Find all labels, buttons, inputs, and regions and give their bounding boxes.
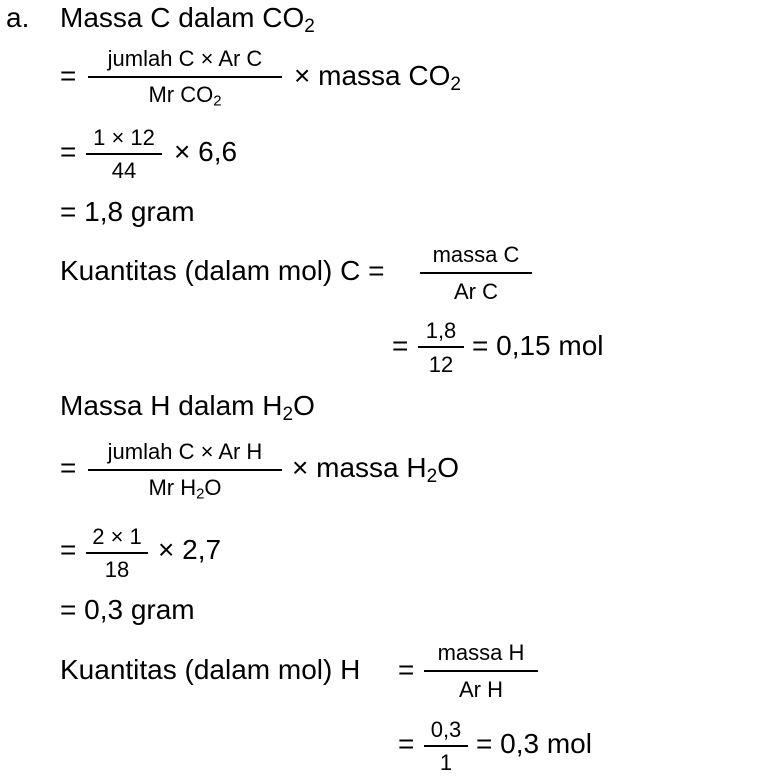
hydrogen-times-mass: × massa $H_2O$ <box>292 452 459 487</box>
fraction-denominator: 44 <box>111 158 137 183</box>
fraction-numerator: massa C <box>432 242 520 267</box>
hydrogen-mol-result: = 0,3 mol <box>476 728 592 759</box>
fraction-bar <box>418 346 464 348</box>
fraction-numerator: 1,8 <box>425 318 457 343</box>
hydrogen-mol-label: Kuantitas (dalam mol) H <box>60 654 361 685</box>
carbon-mol-fraction <box>420 244 532 306</box>
carbon-fraction-numeric <box>86 127 162 185</box>
fraction-bar <box>88 76 282 78</box>
hydrogen-fraction-numeric <box>86 526 148 584</box>
fraction-denominator: Mr $H_2O$ <box>148 475 222 503</box>
fraction-denominator: Mr $CO_2$ <box>148 82 222 110</box>
hydrogen-result: = 0,3 gram <box>60 594 195 625</box>
hydrogen-heading: Massa H dalam $H_2O$ <box>60 390 315 425</box>
carbon-eq-sign-2: = <box>60 136 77 167</box>
hydrogen-fraction-mass-ratio <box>88 441 282 505</box>
fraction-bar <box>424 670 538 672</box>
fraction-denominator: 12 <box>428 352 454 377</box>
carbon-eq-sign-3: = <box>392 330 409 361</box>
fraction-denominator: Ar C <box>454 279 498 304</box>
fraction-numerator: jumlah C × Ar H <box>107 439 263 464</box>
fraction-numerator: massa H <box>437 640 525 665</box>
carbon-times-value: × 6,6 <box>174 136 238 167</box>
carbon-result: = 1,8 gram <box>60 196 195 227</box>
fraction-bar <box>86 552 148 554</box>
carbon-eq-sign-1: = <box>60 60 77 91</box>
hydrogen-eq-sign-2: = <box>60 534 77 565</box>
fraction-denominator: Ar H <box>459 677 503 702</box>
fraction-denominator: 18 <box>104 557 130 582</box>
carbon-mol-result: = 0,15 mol <box>472 330 604 361</box>
hydrogen-eq-sign-3: = <box>398 728 415 759</box>
fraction-numerator: jumlah C × Ar C <box>107 46 263 71</box>
hydrogen-eq-sign-mol: = <box>398 654 415 685</box>
carbon-heading: Massa C dalam $CO_2$ <box>60 2 315 37</box>
fraction-bar <box>424 745 468 747</box>
carbon-mol-fraction-numeric <box>418 320 464 378</box>
part-label: a. <box>6 2 30 33</box>
hydrogen-times-value: × 2,7 <box>158 534 222 565</box>
hydrogen-mol-fraction-numeric <box>424 719 468 777</box>
carbon-times-mass: × massa $CO_2$ <box>294 60 461 95</box>
fraction-bar <box>420 272 532 274</box>
fraction-denominator: 1 <box>439 750 453 775</box>
hydrogen-mol-fraction <box>424 642 538 704</box>
carbon-fraction-mass-ratio <box>88 48 282 112</box>
hydrogen-eq-sign-1: = <box>60 452 77 483</box>
fraction-numerator: 0,3 <box>430 717 462 742</box>
fraction-numerator: 1 × 12 <box>93 125 155 150</box>
carbon-mol-label: Kuantitas (dalam mol) C = <box>60 255 385 286</box>
fraction-bar <box>86 153 162 155</box>
fraction-bar <box>88 469 282 471</box>
fraction-numerator: 2 × 1 <box>92 524 142 549</box>
